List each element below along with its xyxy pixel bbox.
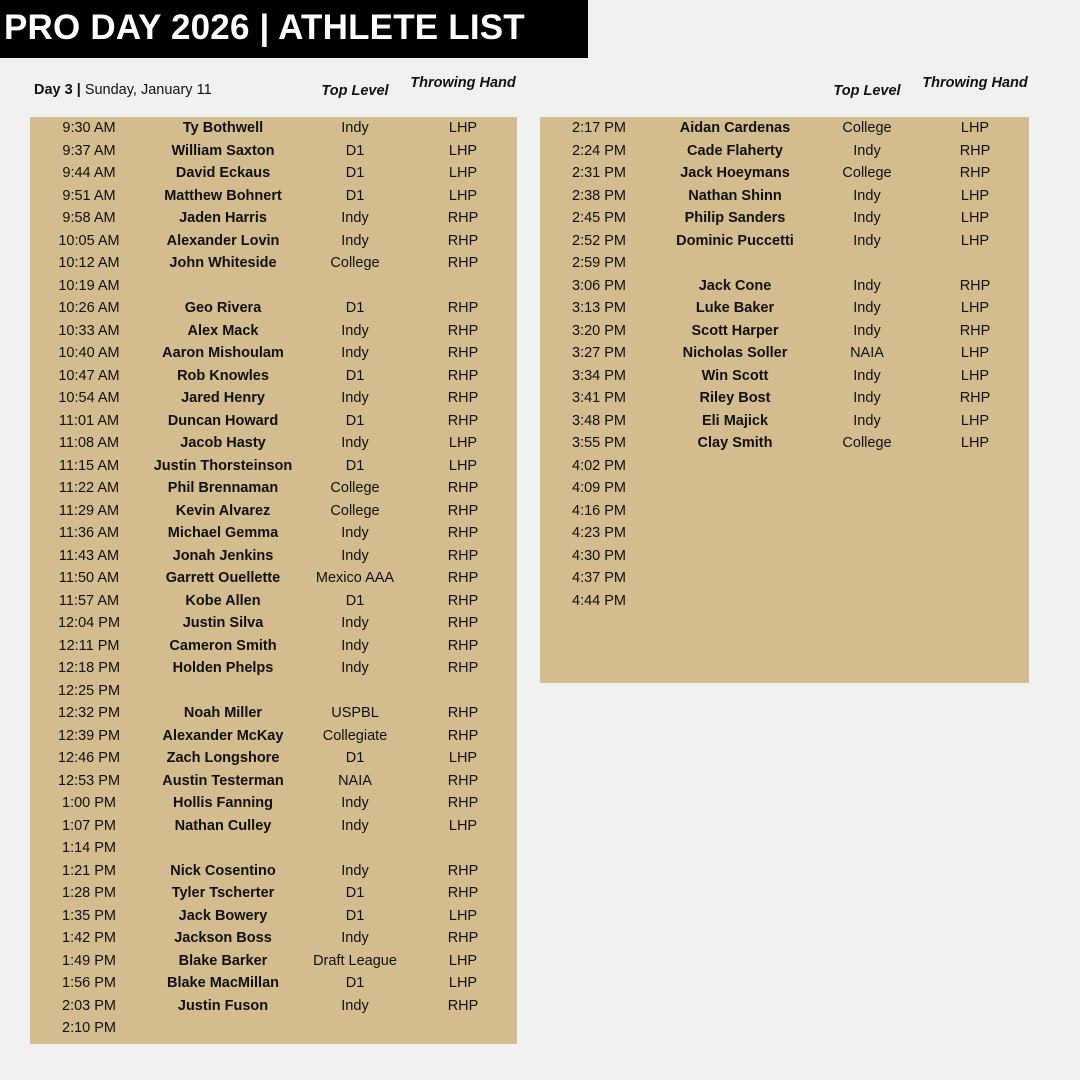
top-level: Indy [341, 345, 369, 361]
slot-time: 3:34 PM [572, 367, 626, 384]
athlete-name: Geo Rivera [184, 300, 262, 316]
throwing-hand: LHP [448, 165, 478, 181]
schedule-row [30, 590, 517, 613]
throwing-hand: LHP [960, 120, 990, 136]
schedule-row [30, 770, 517, 793]
slot-time: 2:38 PM [572, 187, 626, 204]
slot-time: 2:10 PM [62, 1020, 116, 1036]
slot-time: 3:20 PM [572, 322, 626, 339]
slot-time: 12:39 PM [57, 727, 121, 744]
athlete-name: Clay Smith [697, 435, 773, 451]
schedule-row [540, 500, 1029, 523]
throwing-hand: RHP [959, 322, 991, 339]
throwing-hand: LHP [960, 232, 990, 249]
slot-time: 1:28 PM [62, 885, 116, 901]
day-date: Sunday, January 11 [84, 82, 212, 98]
athlete-name: Jacob Hasty [180, 435, 266, 451]
throwing-hand: LHP [448, 142, 478, 159]
slot-time: 11:01 AM [58, 412, 120, 429]
throwing-hand: RHP [447, 210, 479, 226]
athlete-name: Jackson Boss [174, 930, 272, 946]
athlete-name: Duncan Howard [167, 412, 279, 429]
schedule-row [540, 342, 1029, 365]
slot-time: 1:21 PM [62, 862, 116, 879]
schedule-row [30, 972, 517, 995]
athlete-name: Nathan Culley [174, 817, 272, 834]
schedule-row [540, 117, 1029, 140]
top-level: Indy [341, 660, 369, 676]
schedule-row [30, 185, 517, 208]
top-level: Indy [341, 615, 369, 631]
throwing-hand: LHP [448, 952, 478, 969]
slot-time: 4:44 PM [572, 592, 626, 609]
throwing-hand: LHP [960, 435, 990, 451]
throwing-hand: RHP [447, 795, 479, 811]
throwing-hand: LHP [448, 187, 478, 204]
throwing-hand: LHP [448, 120, 478, 136]
top-level: Indy [341, 435, 369, 451]
throwing-hand: LHP [448, 907, 478, 924]
slot-time: 9:37 AM [62, 142, 116, 159]
athlete-name: Holden Phelps [172, 660, 274, 676]
schedule-row [30, 320, 517, 343]
slot-time: 11:36 AM [58, 525, 120, 541]
schedule-row [30, 207, 517, 230]
top-level: D1 [345, 367, 365, 384]
slot-time: 3:06 PM [572, 277, 626, 294]
top-level: Draft League [313, 952, 397, 969]
top-level: Indy [853, 232, 881, 249]
top-level: College [842, 435, 892, 451]
schedule-row [30, 162, 517, 185]
top-level: Indy [853, 277, 881, 294]
slot-time: 1:00 PM [62, 795, 116, 811]
schedule-row [30, 410, 517, 433]
throwing-hand: LHP [448, 435, 478, 451]
col-header-top-level-right: Top Level [833, 83, 901, 99]
top-level: College [330, 502, 380, 519]
athlete-name: Zach Longshore [166, 750, 280, 766]
top-level: College [842, 120, 892, 136]
schedule-row [540, 140, 1029, 163]
schedule-row [540, 455, 1029, 478]
slot-time: 11:57 AM [58, 592, 120, 609]
throwing-hand: LHP [960, 187, 990, 204]
slot-time: 4:02 PM [572, 457, 626, 474]
schedule-row [540, 185, 1029, 208]
athlete-name: Michael Gemma [167, 525, 279, 541]
schedule-row [540, 230, 1029, 253]
athlete-name: Blake Barker [178, 952, 268, 969]
athlete-name: Blake MacMillan [166, 975, 279, 991]
top-level: Indy [341, 120, 369, 136]
slot-time: 4:09 PM [572, 480, 626, 496]
top-level: College [330, 255, 380, 271]
slot-time: 11:43 AM [58, 547, 120, 564]
slot-time: 2:03 PM [62, 997, 116, 1014]
throwing-hand: LHP [960, 300, 990, 316]
athlete-name: Alexander Lovin [166, 232, 280, 249]
throwing-hand: RHP [959, 390, 991, 406]
schedule-row [30, 342, 517, 365]
athlete-name: William Saxton [171, 142, 275, 159]
slot-time: 12:53 PM [57, 772, 121, 789]
slot-time: 9:30 AM [62, 120, 116, 136]
athlete-name: Aidan Cardenas [679, 120, 791, 136]
top-level: D1 [345, 187, 365, 204]
top-level: Indy [341, 210, 369, 226]
athlete-name: Justin Thorsteinson [153, 457, 293, 474]
col-header-top-level-left: Top Level [321, 83, 389, 99]
throwing-hand: LHP [960, 412, 990, 429]
athlete-name: Jared Henry [181, 390, 265, 406]
athlete-name: Scott Harper [691, 322, 779, 339]
slot-time: 10:40 AM [58, 345, 120, 361]
slot-time: 2:52 PM [572, 232, 626, 249]
athlete-name: Kobe Allen [185, 592, 261, 609]
slot-time: 10:47 AM [58, 367, 120, 384]
schedule-row [540, 567, 1029, 590]
throwing-hand: RHP [959, 165, 991, 181]
slot-time: 1:07 PM [62, 817, 116, 834]
athlete-name: Kevin Alvarez [175, 502, 271, 519]
schedule-row [30, 725, 517, 748]
schedule-row [30, 882, 517, 905]
schedule-row [540, 477, 1029, 500]
top-level: Indy [341, 322, 369, 339]
top-level: Indy [853, 390, 881, 406]
throwing-hand: RHP [447, 300, 479, 316]
top-level: D1 [345, 300, 365, 316]
athlete-name: Jack Hoeymans [680, 165, 790, 181]
title-banner [0, 0, 588, 58]
slot-time: 1:14 PM [62, 840, 116, 856]
schedule-panel-right [540, 117, 1029, 683]
schedule-row [30, 432, 517, 455]
slot-time: 12:04 PM [57, 615, 121, 631]
throwing-hand: RHP [447, 660, 479, 676]
throwing-hand: LHP [448, 457, 478, 474]
schedule-row [30, 702, 517, 725]
throwing-hand: RHP [447, 930, 479, 946]
throwing-hand: RHP [447, 480, 479, 496]
schedule-row [540, 590, 1029, 613]
top-level: Indy [341, 997, 369, 1014]
throwing-hand: LHP [448, 817, 478, 834]
athlete-name: John Whiteside [169, 255, 277, 271]
throwing-hand: RHP [447, 997, 479, 1014]
athlete-name: Jonah Jenkins [172, 547, 274, 564]
col-header-throwing-hand-left: Throwing Hand [410, 75, 516, 91]
schedule-row [30, 837, 517, 860]
slot-time: 4:30 PM [572, 547, 626, 564]
schedule-row [540, 252, 1029, 275]
throwing-hand: RHP [959, 142, 991, 159]
throwing-hand: RHP [447, 367, 479, 384]
schedule-row [30, 567, 517, 590]
slot-time: 10:05 AM [58, 232, 120, 249]
slot-time: 12:32 PM [57, 705, 121, 721]
athlete-name: Matthew Bohnert [164, 187, 282, 204]
schedule-row [30, 860, 517, 883]
schedule-row [30, 477, 517, 500]
schedule-panel-left [30, 117, 517, 1044]
slot-time: 3:27 PM [572, 345, 626, 361]
top-level: D1 [345, 907, 365, 924]
top-level: Collegiate [322, 727, 388, 744]
page-title: PRO DAY 2026 | ATHLETE LIST [4, 8, 525, 47]
throwing-hand: RHP [447, 232, 479, 249]
athlete-name: Jack Bowery [178, 907, 268, 924]
top-level: D1 [345, 457, 365, 474]
athlete-name: Justin Silva [182, 615, 264, 631]
athlete-name: Austin Testerman [162, 772, 284, 789]
athlete-name: Cade Flaherty [687, 142, 783, 159]
slot-time: 1:42 PM [62, 930, 116, 946]
day-header [34, 82, 212, 99]
schedule-row [540, 545, 1029, 568]
slot-time: 12:25 PM [57, 682, 121, 699]
schedule-row [540, 387, 1029, 410]
throwing-hand: RHP [447, 615, 479, 631]
slot-time: 10:33 AM [58, 322, 120, 339]
slot-time: 2:24 PM [572, 142, 626, 159]
slot-time: 12:11 PM [58, 637, 120, 654]
schedule-row [540, 320, 1029, 343]
slot-time: 12:46 PM [57, 750, 121, 766]
slot-time: 11:22 AM [58, 480, 120, 496]
schedule-row [540, 365, 1029, 388]
top-level: Indy [853, 142, 881, 159]
top-level: Indy [341, 817, 369, 834]
top-level: NAIA [850, 345, 884, 361]
schedule-row [30, 117, 517, 140]
throwing-hand: RHP [447, 862, 479, 879]
top-level: Indy [853, 210, 881, 226]
athlete-name: Aaron Mishoulam [162, 345, 284, 361]
throwing-hand: LHP [960, 210, 990, 226]
throwing-hand: RHP [447, 727, 479, 744]
top-level: Indy [341, 232, 369, 249]
top-level: NAIA [338, 772, 372, 789]
day-label: Day 3 | [34, 82, 81, 98]
throwing-hand: RHP [447, 525, 479, 541]
col-header-throwing-hand-right: Throwing Hand [922, 75, 1028, 91]
slot-time: 11:50 AM [58, 570, 120, 586]
throwing-hand: LHP [960, 345, 990, 361]
slot-time: 3:41 PM [572, 390, 626, 406]
schedule-row [30, 657, 517, 680]
schedule-row [540, 522, 1029, 545]
athlete-name: Phil Brennaman [167, 480, 279, 496]
slot-time: 2:31 PM [572, 165, 626, 181]
athlete-name: Noah Miller [183, 705, 263, 721]
top-level: Indy [853, 300, 881, 316]
schedule-row [30, 365, 517, 388]
athlete-name: Nicholas Soller [682, 345, 788, 361]
top-level: Indy [853, 322, 881, 339]
top-level: Mexico AAA [315, 570, 395, 586]
top-level: D1 [345, 142, 365, 159]
slot-time: 10:54 AM [58, 390, 120, 406]
schedule-row [30, 1017, 517, 1040]
schedule-row [30, 792, 517, 815]
slot-time: 4:23 PM [572, 525, 626, 541]
slot-time: 2:17 PM [572, 120, 626, 136]
slot-time: 3:13 PM [572, 300, 626, 316]
slot-time: 10:12 AM [58, 255, 120, 271]
slot-time: 10:26 AM [58, 300, 120, 316]
schedule-row [30, 927, 517, 950]
schedule-row [30, 905, 517, 928]
throwing-hand: RHP [447, 592, 479, 609]
athlete-name: Nick Cosentino [170, 862, 276, 879]
athlete-name: Justin Fuson [177, 997, 269, 1014]
slot-time: 9:44 AM [62, 165, 116, 181]
slot-time: 11:29 AM [58, 502, 120, 519]
schedule-row [30, 995, 517, 1018]
schedule-row [30, 747, 517, 770]
athlete-name: Eli Majick [701, 412, 769, 429]
schedule-row [30, 545, 517, 568]
athlete-name: Nathan Shinn [688, 187, 782, 204]
schedule-row [540, 275, 1029, 298]
throwing-hand: RHP [447, 547, 479, 564]
top-level: Indy [853, 412, 881, 429]
schedule-row [30, 297, 517, 320]
throwing-hand: RHP [447, 772, 479, 789]
throwing-hand: LHP [960, 367, 990, 384]
schedule-row [30, 815, 517, 838]
schedule-row [30, 252, 517, 275]
slot-time: 2:59 PM [572, 255, 626, 271]
throwing-hand: RHP [447, 570, 479, 586]
slot-time: 9:58 AM [62, 210, 116, 226]
top-level: Indy [341, 637, 369, 654]
throwing-hand: RHP [447, 885, 479, 901]
throwing-hand: RHP [447, 322, 479, 339]
athlete-name: David Eckaus [175, 165, 271, 181]
throwing-hand: RHP [959, 277, 991, 294]
top-level: USPBL [331, 705, 379, 721]
schedule-row [540, 410, 1029, 433]
athlete-name: Rob Knowles [177, 367, 269, 384]
schedule-row [30, 522, 517, 545]
athlete-name: Hollis Fanning [173, 795, 273, 811]
top-level: Indy [341, 930, 369, 946]
slot-time: 11:15 AM [58, 457, 120, 474]
slot-time: 11:08 AM [58, 435, 120, 451]
athlete-name: Jaden Harris [179, 210, 267, 226]
athlete-name: Cameron Smith [169, 637, 277, 654]
schedule-row [30, 950, 517, 973]
schedule-row [30, 455, 517, 478]
athlete-name: Win Scott [701, 367, 769, 384]
throwing-hand: RHP [447, 412, 479, 429]
slot-time: 3:55 PM [572, 435, 626, 451]
top-level: D1 [345, 412, 365, 429]
athlete-name: Riley Bost [699, 390, 771, 406]
athlete-name: Garrett Ouellette [165, 570, 281, 586]
top-level: D1 [345, 885, 365, 901]
top-level: Indy [341, 547, 369, 564]
slot-time: 4:16 PM [572, 502, 626, 519]
schedule-row [30, 635, 517, 658]
slot-time: 3:48 PM [572, 412, 626, 429]
top-level: Indy [341, 862, 369, 879]
throwing-hand: LHP [448, 750, 478, 766]
athlete-name: Alex Mack [187, 322, 259, 339]
top-level: Indy [341, 795, 369, 811]
throwing-hand: LHP [448, 975, 478, 991]
top-level: Indy [853, 367, 881, 384]
schedule-row [30, 387, 517, 410]
throwing-hand: RHP [447, 390, 479, 406]
slot-time: 1:56 PM [62, 975, 116, 991]
schedule-row [540, 432, 1029, 455]
slot-time: 2:45 PM [572, 210, 626, 226]
top-level: D1 [345, 750, 365, 766]
top-level: D1 [345, 165, 365, 181]
athlete-name: Ty Bothwell [182, 120, 264, 136]
slot-time: 12:18 PM [57, 660, 121, 676]
schedule-row [540, 207, 1029, 230]
schedule-row [540, 162, 1029, 185]
top-level: Indy [341, 525, 369, 541]
throwing-hand: RHP [447, 637, 479, 654]
schedule-row [30, 230, 517, 253]
athlete-name: Dominic Puccetti [676, 232, 794, 249]
slot-time: 1:35 PM [62, 907, 116, 924]
top-level: College [330, 480, 380, 496]
athlete-name: Alexander McKay [162, 727, 284, 744]
slot-time: 10:19 AM [58, 277, 120, 294]
schedule-row [30, 275, 517, 298]
athlete-name: Luke Baker [695, 300, 775, 316]
slot-time: 1:49 PM [62, 952, 116, 969]
throwing-hand: RHP [447, 705, 479, 721]
top-level: College [842, 165, 892, 181]
schedule-row [30, 140, 517, 163]
top-level: Indy [341, 390, 369, 406]
throwing-hand: RHP [447, 255, 479, 271]
schedule-row [540, 297, 1029, 320]
slot-time: 4:37 PM [572, 570, 626, 586]
throwing-hand: RHP [447, 345, 479, 361]
schedule-row [30, 500, 517, 523]
schedule-row [30, 612, 517, 635]
top-level: D1 [345, 975, 365, 991]
throwing-hand: RHP [447, 502, 479, 519]
top-level: Indy [853, 187, 881, 204]
schedule-row [30, 680, 517, 703]
athlete-name: Jack Cone [698, 277, 772, 294]
athlete-name: Philip Sanders [684, 210, 786, 226]
athlete-name: Tyler Tscherter [171, 885, 275, 901]
slot-time: 9:51 AM [62, 187, 116, 204]
top-level: D1 [345, 592, 365, 609]
